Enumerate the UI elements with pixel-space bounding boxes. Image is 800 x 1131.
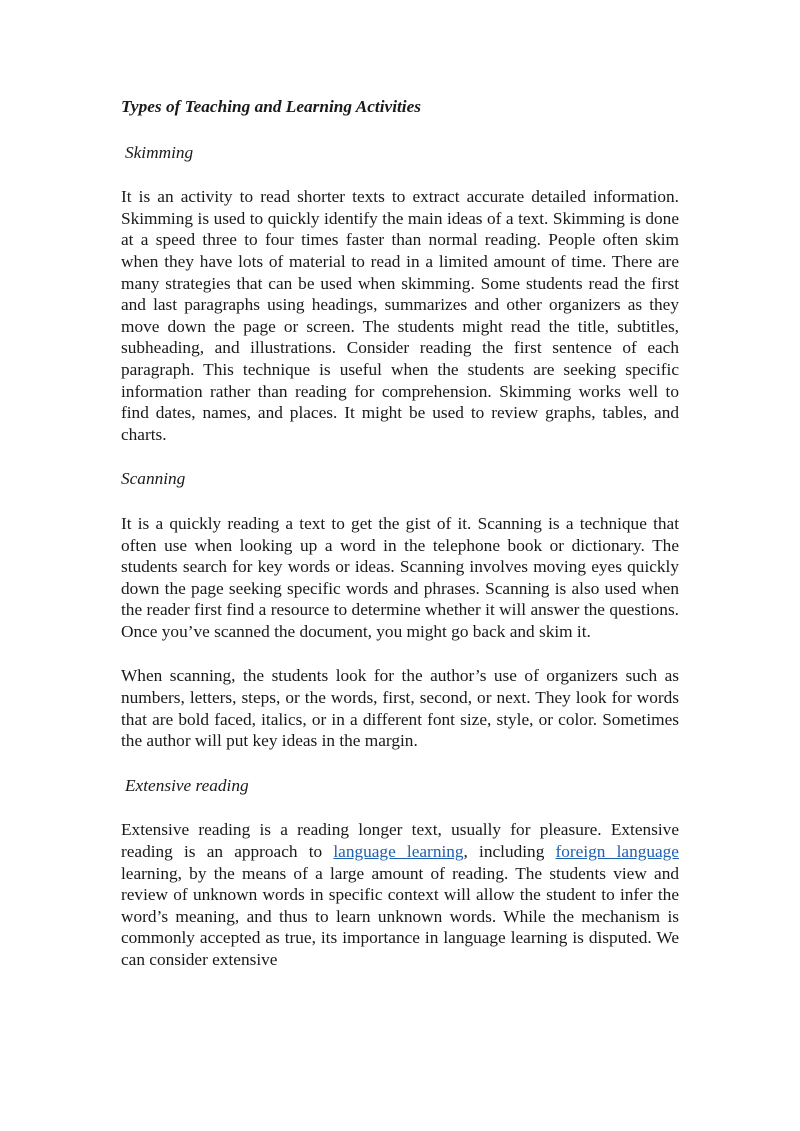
language-learning-link[interactable]: language learning bbox=[333, 842, 464, 862]
document-title: Types of Teaching and Learning Activities bbox=[121, 97, 422, 116]
extensive-reading-text-1: Extensive reading is a reading longer text, usually for pleasure. Extensive reading is an approach to bbox=[121, 820, 679, 862]
extensive-reading-text-3: learning, by the means of a large amount of reading. The students view and review of unknown words in specific context will allow the student to infer the word’s meaning, and thus to learn unknown words. While the mechanism is commonly accepted as true, its importance in language learning is disputed. We can consider extensive bbox=[121, 863, 679, 969]
document-body bbox=[121, 96, 679, 994]
scanning-paragraph-2: When scanning, the students look for the author’s use of organizers such as numbers, letters, steps, or the words, first, second, or next. They look for words that are bold faced, italics, or in a different font size, style, or color. Sometimes the author will put key ideas in the margin. bbox=[121, 666, 679, 751]
extensive-reading-paragraph bbox=[121, 819, 679, 970]
section-heading-extensive-reading: Extensive reading bbox=[125, 775, 249, 795]
foreign-language-link[interactable]: foreign language bbox=[555, 842, 679, 862]
section-heading-scanning: Scanning bbox=[121, 469, 186, 489]
skimming-paragraph: It is an activity to read shorter texts to extract accurate detailed information. Skimming is used to quickly identify the main ideas of a text. Skimming is done at a speed three to four times faster than normal reading. People often skim when they have lots of material to read in a limited amount of time. There are many strategies that can be used when skimming. Some students read the first and last paragraphs using headings, summarizes and other organizers as they move down the page or screen. The students might read the title, subtitles, subheading, and illustrations. Consider reading the first sentence of each paragraph. This technique is useful when the students are seeking specific information rather than reading for comprehension. Skimming works well to find dates, names, and places. It might be used to review graphs, tables, and charts. bbox=[121, 187, 679, 444]
scanning-paragraph-1: It is a quickly reading a text to get the gist of it. Scanning is a technique that often use when looking up a word in the telephone book or dictionary. The students search for key words or ideas. Scanning involves moving eyes quickly down the page seeking specific words and phrases. Scanning is also used when the reader first find a resource to determine whether it will answer the questions. Once you’ve scanned the document, you might go back and skim it. bbox=[121, 513, 679, 641]
section-heading-skimming: Skimming bbox=[125, 142, 194, 162]
extensive-reading-text-2: , including bbox=[463, 842, 556, 862]
